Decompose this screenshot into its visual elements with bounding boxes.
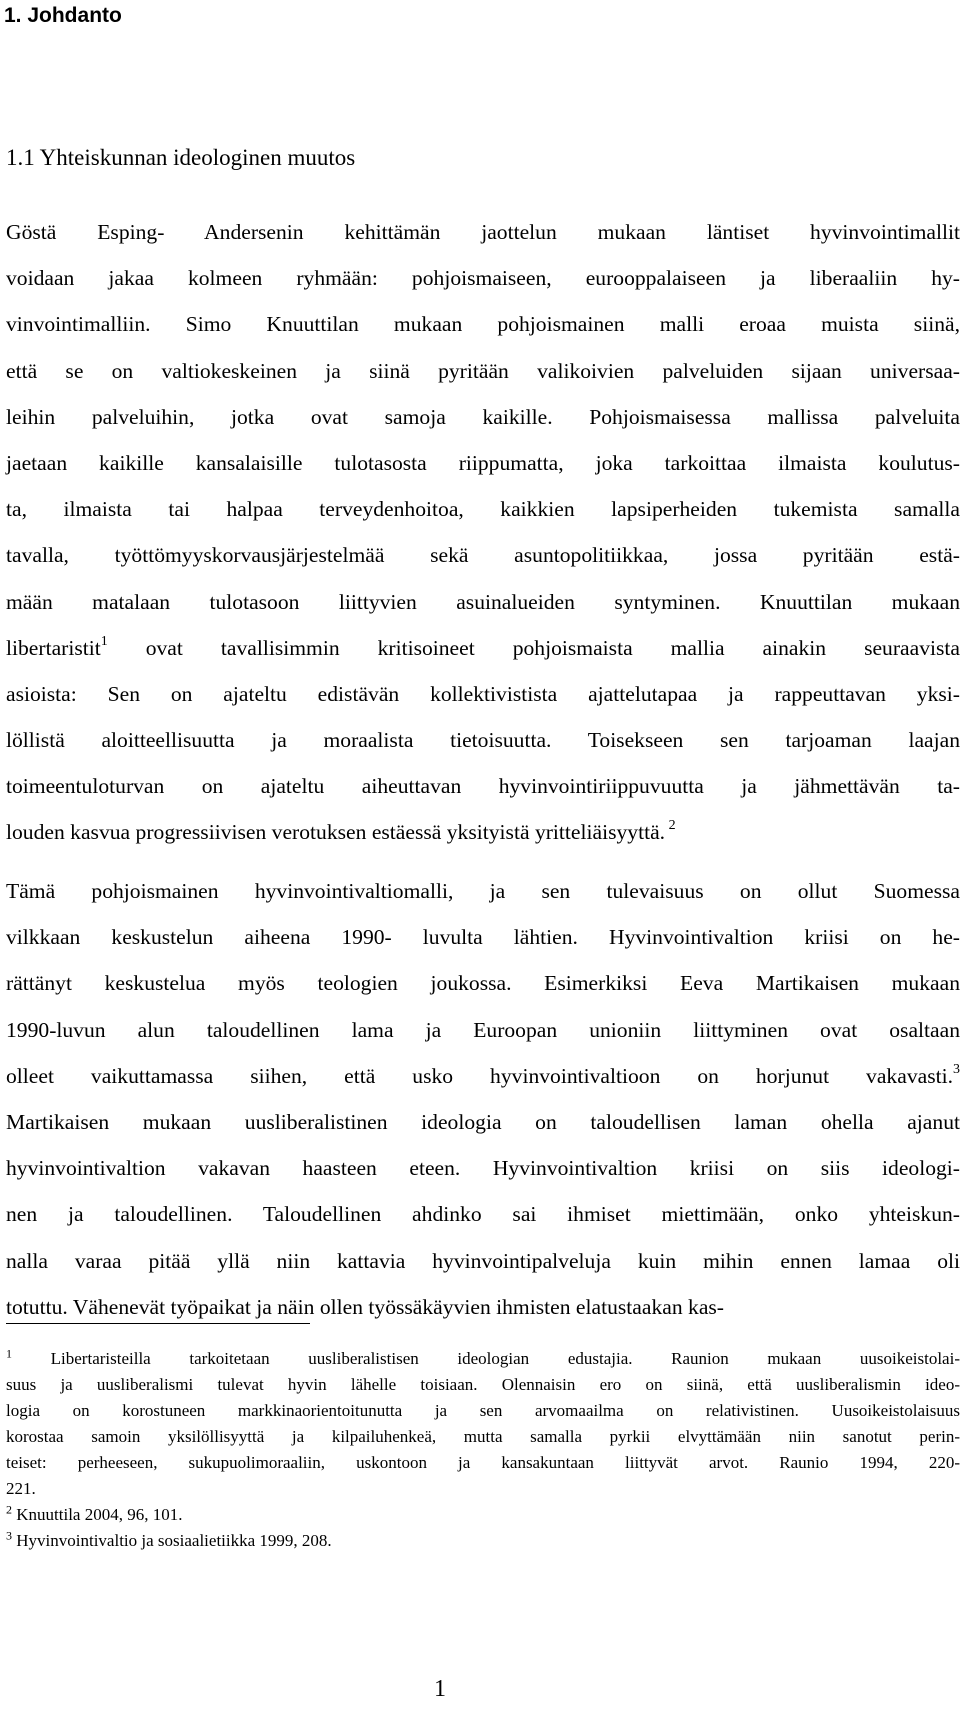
text-line: leihin palveluihin, jotka ovat samoja kaikille. Pohjoismaisessa mallissa palveluita [6, 404, 960, 429]
text-line: Tämä pohjoismainen hyvinvointivaltiomalli, ja sen tulevaisuus on ollut Suomessa [6, 879, 960, 903]
footnote-line: logia on korostuneen markkinaorientoitunutta ja sen arvomaailma on relativistinen. Uusoikeistolaisuus [6, 1401, 960, 1420]
page-number: 1 [434, 1676, 446, 1702]
text-line: hyvinvointivaltion vakavan haasteen eteen. Hyvinvointivaltion kriisi on siis ideologi- [6, 1156, 960, 1181]
footnote-line: 221. [6, 1479, 36, 1498]
footnote-line: $^3$ Hyvinvointivaltio ja sosiaalietiikka 1999, 208. [6, 1528, 332, 1550]
paragraph-1 [6, 209, 960, 856]
text-line: Martikaisen mukaan uusliberalistinen ideologia on taloudellisen laman ohella ajanut [6, 1109, 960, 1134]
text-line: ta, ilmaista tai halpaa terveydenhoitoa, kaikkien lapsiperheiden tukemista samalla [6, 497, 960, 522]
text-line: että se on valtiokeskeinen ja siinä pyritään valikoivien palveluiden sijaan universaa- [6, 358, 960, 383]
text-line: vilkkaan keskustelun aiheena 1990- luvulta lähtien. Hyvinvointivaltion kriisi on he- [6, 925, 960, 950]
footnote-line: teiset: perheeseen, sukupuolimoraaliin, uskontoon ja kansakuntaan liittyvät arvot. Raunio 1994, 220- [6, 1453, 960, 1472]
footnote-reference[interactable]: 2 [665, 818, 676, 834]
paragraph-2 [6, 868, 960, 1330]
text-line: jaetaan kaikille kansalaisille tulotasosta riippumatta, joka tarkoittaa ilmaista koulutus- [6, 450, 960, 475]
footnote-separator [6, 1323, 310, 1324]
text-line: olleet vaikuttamassa siihen, että usko hyvinvointivaltioon on horjunut vakavasti.$^3$ [6, 1061, 960, 1088]
text-line: tavalla, työttömyyskorvausjärjestelmää sekä asuntopolitiikkaa, jossa pyritään estä- [6, 543, 960, 568]
footnote-reference[interactable]: 3 [953, 1061, 960, 1077]
text-line: Göstä Esping- Andersenin kehittämän jaottelun mukaan läntiset hyvinvointimallit [6, 220, 960, 244]
footnote-line: korostaa samoin yksilöllisyyttä ja kilpailuhenkeä, mutta samalla pyrkii elvyttämään niin sanotut perin- [6, 1427, 960, 1446]
footnotes [6, 1346, 960, 1554]
footnote-line: $^1$ Libertaristeilla tarkoitetaan uusliberalistisen ideologian edustajia. Raunion mukaan uusoikeistolai- [6, 1346, 960, 1368]
footnote-number: 2 [6, 1502, 12, 1517]
text-line: voidaan jakaa kolmeen ryhmään: pohjoismaiseen, eurooppalaiseen ja liberaaliin hy- [6, 266, 960, 291]
text-line: asioista: Sen on ajateltu edistävän kollektivistista ajattelutapaa ja rappeuttavan yksi- [6, 681, 960, 706]
text-line: totuttu. Vähenevät työpaikat ja näin ollen työssäkäyvien ihmisten elatustaakan kas- [6, 1294, 725, 1319]
footnote-reference[interactable]: 1 [100, 633, 108, 649]
text-line: nalla varaa pitää yllä niin kattavia hyvinvointipalveluja kuin mihin ennen lamaa oli [6, 1248, 960, 1273]
text-line: libertaristit$^1$ ovat tavallisimmin kritisoineet pohjoismaista mallia ainakin seuraavista [6, 633, 960, 660]
footnote-line: suus ja uusliberalismi tulevat hyvin lähelle toisiaan. Olennaisin ero on siinä, että uusliberalismin ideo- [6, 1375, 960, 1394]
text-line: rättänyt keskustelua myös teologien joukossa. Esimerkiksi Eeva Martikaisen mukaan [6, 971, 960, 996]
footnote-number: 1 [6, 1346, 12, 1361]
footnote-line: $^2$ Knuuttila 2004, 96, 101. [6, 1502, 183, 1524]
text-line: vinvointimalliin. Simo Knuuttilan mukaan pohjoismainen malli eroaa muista siinä, [6, 312, 960, 337]
text-line: toimeentuloturvan on ajateltu aiheuttavan hyvinvointiriippuvuutta ja jähmettävän ta- [6, 774, 960, 799]
text-line: mään matalaan tulotasoon liittyvien asuinalueiden syntyminen. Knuuttilan mukaan [6, 589, 960, 614]
text-line: löllistä aloitteellisuutta ja moraalista tietoisuutta. Toisekseen sen tarjoaman laajan [6, 728, 960, 753]
section-title: 1.1 Yhteiskunnan ideologinen muutos [6, 145, 356, 170]
footnote-number: 3 [6, 1528, 12, 1543]
text-line: nen ja taloudellinen. Taloudellinen ahdinko sai ihmiset miettimään, onko yhteiskun- [6, 1202, 960, 1227]
chapter-title: 1. Johdanto [4, 4, 122, 27]
text-line: louden kasvua progressiivisen verotuksen estäessä yksityistä yritteliäisyyttä. $^2$ [6, 818, 676, 845]
text-line: 1990-luvun alun taloudellinen lama ja Euroopan unioniin liittyminen ovat osaltaan [6, 1017, 960, 1042]
